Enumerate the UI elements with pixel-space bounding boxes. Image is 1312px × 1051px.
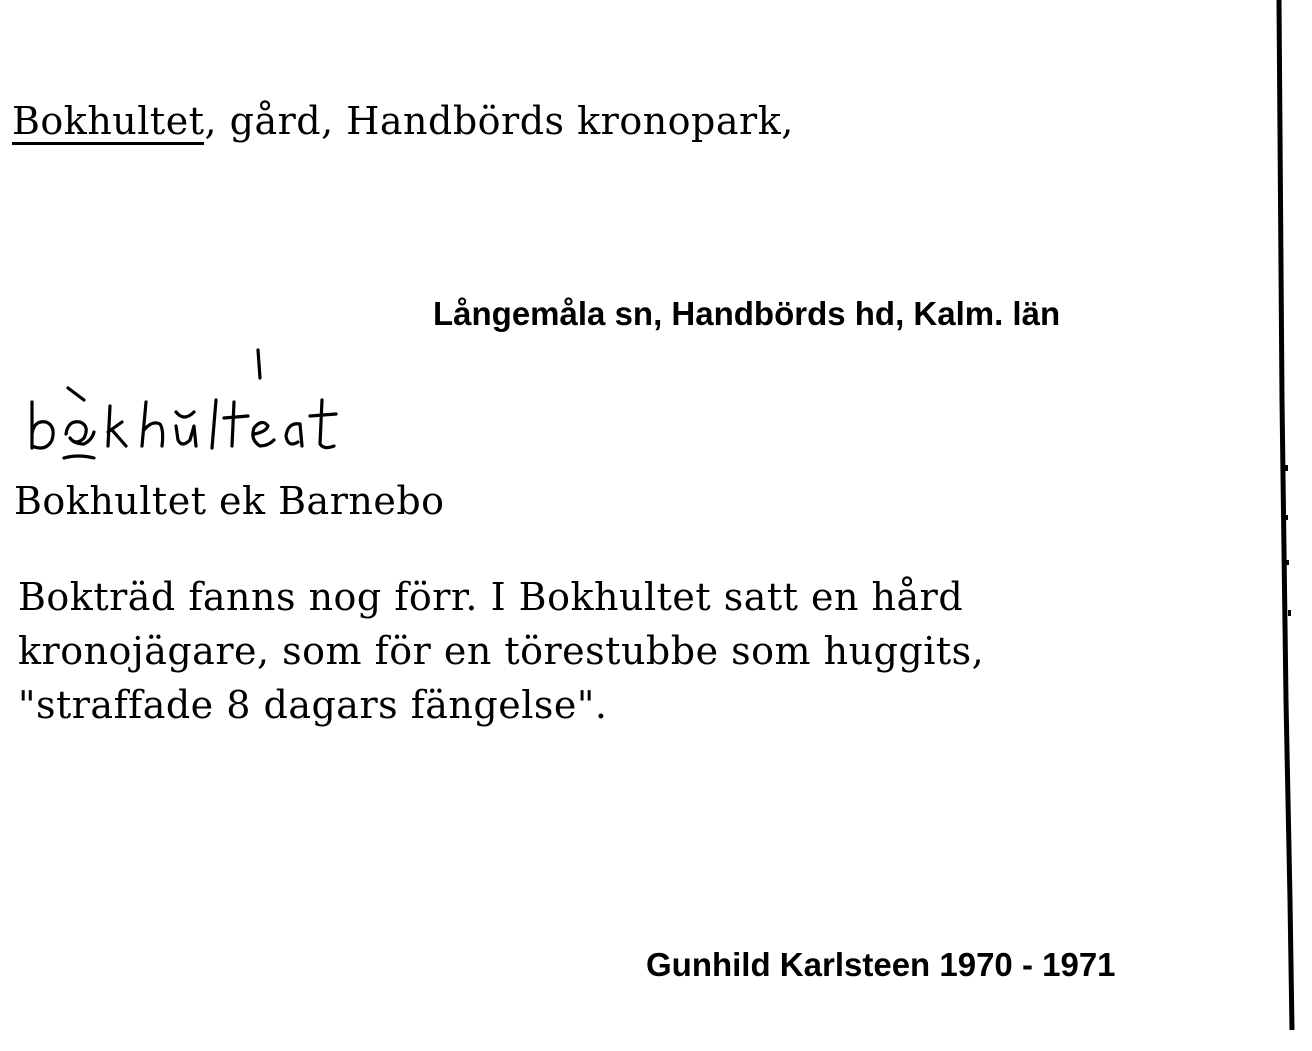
- note-block: [18, 570, 984, 732]
- note-line: kronojägare, som för en törestubbe som huggits,: [18, 629, 985, 673]
- place-name-headword: Bokhultet: [12, 99, 205, 143]
- entry-description: , gård, Handbörds kronopark,: [204, 99, 794, 143]
- note-line: "straffade 8 dagars fängelse".: [18, 683, 608, 727]
- note-line: Bokträd fanns nog förr. I Bokhultet satt en hård: [18, 575, 964, 619]
- location-line: Långemåla sn, Handbörds hd, Kalm. län: [433, 295, 1061, 332]
- collector-signature: Gunhild Karlsteen 1970 - 1971: [646, 946, 1116, 983]
- card-edge-line: [1276, 0, 1306, 1051]
- local-variant-line: Bokhultet ek Barnebo: [14, 479, 445, 523]
- entry-heading: [12, 99, 794, 145]
- phonetic-transcription-handwritten: [18, 340, 458, 470]
